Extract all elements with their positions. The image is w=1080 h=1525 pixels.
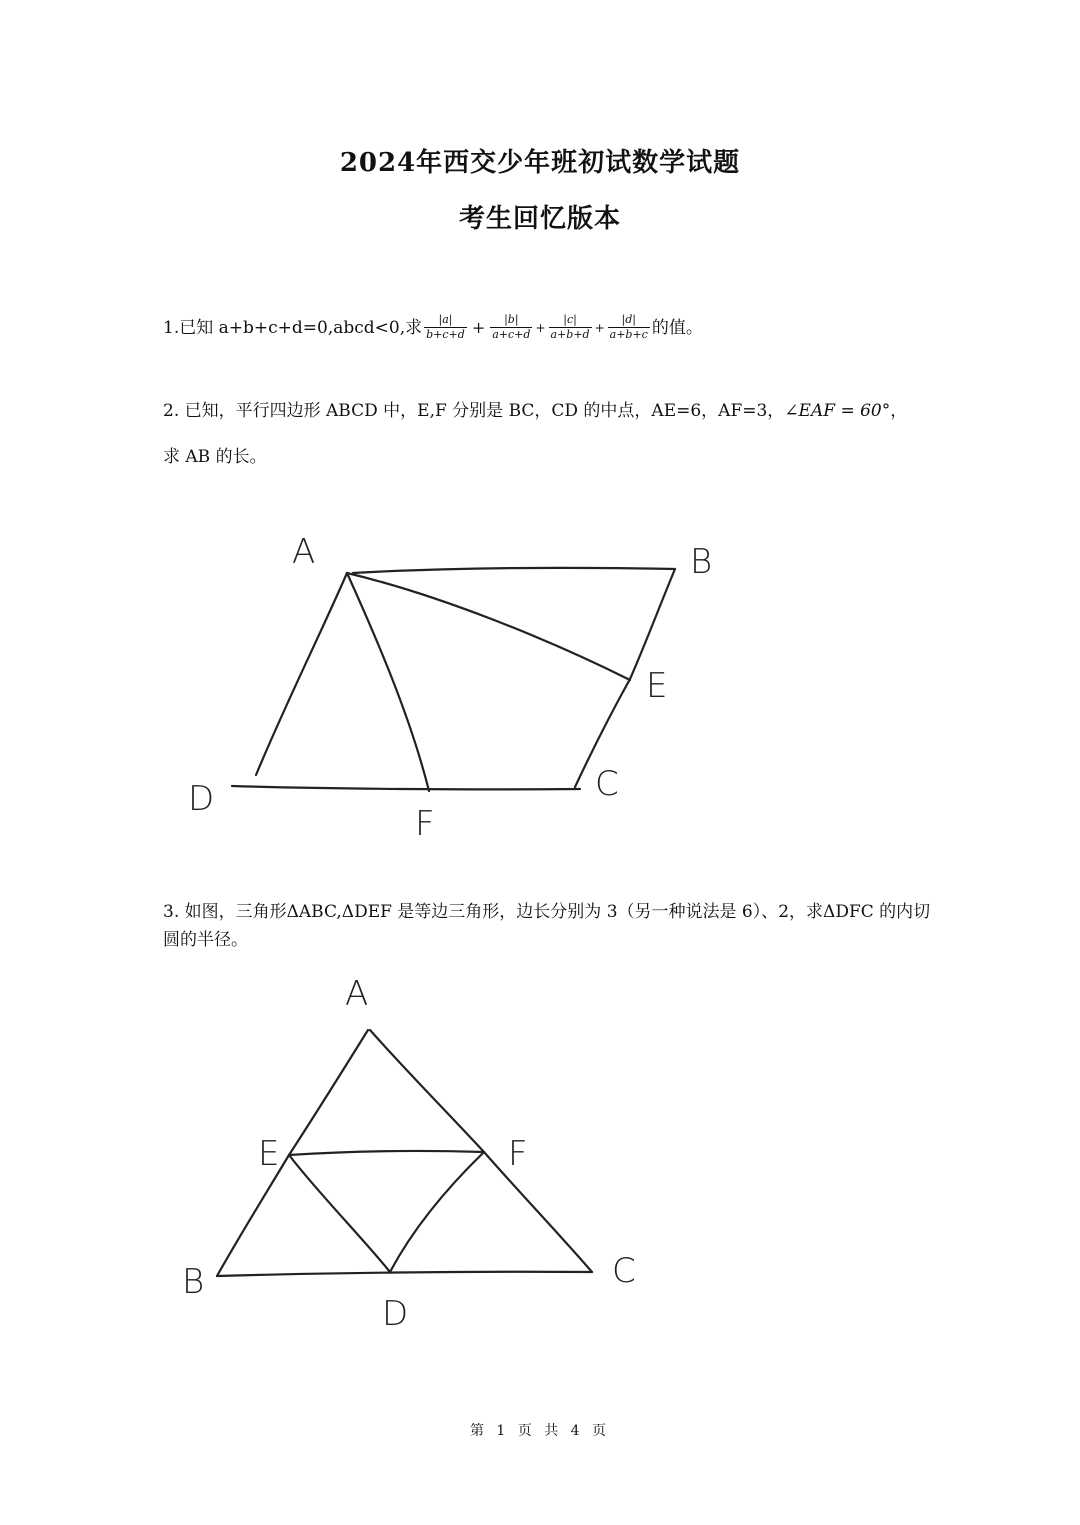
fraction-numerator: |b| <box>504 313 519 326</box>
question-1-prefix: 1.已知 a+b+c+d=0,abcd<0,求 <box>163 317 423 338</box>
edge-dc <box>232 786 580 789</box>
fraction-denominator: a+c+d <box>492 328 531 341</box>
fraction-denominator: b+c+d <box>426 328 465 341</box>
parallelogram-figure <box>170 505 770 855</box>
label-a: A <box>345 974 369 1014</box>
question-1-suffix: 的值。 <box>651 317 703 338</box>
label-d: D <box>188 779 215 819</box>
fraction-numerator: |c| <box>563 313 577 326</box>
label-e: E <box>258 1134 280 1174</box>
fraction-c <box>549 314 592 341</box>
label-e: E <box>646 666 668 706</box>
fraction-a <box>424 314 467 341</box>
fraction-numerator: |a| <box>438 313 453 326</box>
angle-expression: ∠EAF = 60° <box>784 401 891 421</box>
question-2-line-2: 求 AB 的长。 <box>163 447 267 467</box>
question-2-punct: ， <box>890 401 908 421</box>
question-2-text: 2. 已知，平行四边形 ABCD 中，E,F 分别是 BC，CD 的中点，AE=6，AF=3， <box>163 401 785 421</box>
fraction-denominator: a+b+d <box>550 328 590 341</box>
plus-operator: + <box>471 317 486 337</box>
edge-ed <box>289 1155 390 1272</box>
label-d: D <box>382 1294 409 1334</box>
label-f: F <box>508 1134 528 1174</box>
plus-operator: + <box>594 320 605 335</box>
fraction-denominator: a+b+c <box>609 328 648 341</box>
label-c: C <box>612 1251 636 1291</box>
label-b: B <box>182 1262 205 1302</box>
question-3: 3. 如图，三角形ΔABC,ΔDEF 是等边三角形，边长分别为 3（另一种说法是 6）、2，求ΔDFC 的内切圆的半径。 <box>163 902 931 950</box>
edge-bc <box>217 1272 592 1276</box>
edge-fd <box>390 1152 484 1272</box>
edge-ef <box>289 1151 484 1155</box>
edge-ad <box>256 573 347 775</box>
question-2-line-1 <box>163 398 923 424</box>
fraction-b <box>490 314 532 341</box>
label-b: B <box>690 542 713 582</box>
page-subtitle: 考生回忆版本 <box>458 204 621 234</box>
edge-ab <box>353 568 675 573</box>
page-footer: 第 1 页 共 4 页 <box>469 1423 611 1439</box>
segment-ae <box>347 573 630 680</box>
page-title: 2024年西交少年班初试数学试题 <box>339 148 741 178</box>
question-1 <box>163 314 923 341</box>
fraction-numerator: |d| <box>621 313 636 326</box>
triangle-figure <box>170 965 670 1335</box>
fraction-d <box>608 314 650 341</box>
label-a: A <box>292 532 316 572</box>
label-f: F <box>415 804 435 844</box>
plus-operator: + <box>535 320 546 335</box>
segment-af <box>347 573 429 791</box>
label-c: C <box>595 764 619 804</box>
